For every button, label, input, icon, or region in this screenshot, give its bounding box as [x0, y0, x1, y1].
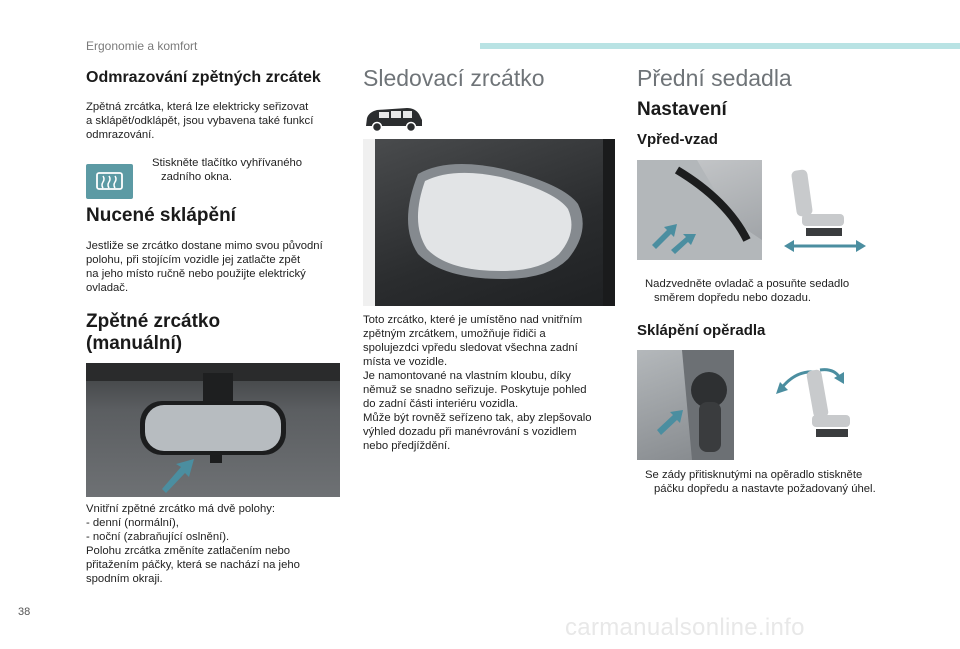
- recline-lever-photo: [637, 350, 734, 460]
- rear-view-mirror-photo: [86, 363, 340, 497]
- header-accent-bar: [480, 43, 960, 49]
- defrost-heading: Odmrazování zpětných zrcátek: [86, 69, 321, 86]
- surveillance-mirror-text: Toto zrcátko, které je umístěno nad vnitřním zpětným zrcátkem, umožňuje řidiči a spolujezdci vpředu sledovat všechna zadní místa ve vozidle. Je namontované na vlastním kloubu, díky němuž se snadno seřizuje. Poskytuje pohled do zadní části interiéru vozidla. Může být rovněž seřízeno tak, aby zlepšovalo výhled dozadu při manévrování s vozidlem nebo předjíždění.: [363, 314, 592, 452]
- surveillance-mirror-photo: [363, 139, 615, 306]
- manual-mirror-text: Vnitřní zpětné zrcátko má dvě polohy: - denní (normální), - noční (zabraňující oslnění). Polohu zrcátka změníte zatlačením nebo přitažením páčky, která se nachází na jeho spodním okraji.: [86, 503, 300, 585]
- rear-defrost-icon: [86, 164, 133, 199]
- page-number: 38: [18, 606, 31, 618]
- fold-heading: Nucené sklápění: [86, 205, 236, 226]
- seat-slide-diagram: [782, 166, 868, 258]
- forward-back-heading: Vpřed-vzad: [637, 131, 718, 148]
- watermark: carmanualsonline.info: [565, 614, 805, 641]
- adjustment-heading: Nastavení: [637, 99, 727, 120]
- vehicle-silhouette-icon: [363, 104, 425, 134]
- seat-recline-diagram: [770, 360, 860, 460]
- manual-mirror-heading: Zpětné zrcátko (manuální): [86, 311, 221, 354]
- defrost-bullet: Stiskněte tlačítko vyhřívaného zadního okna.: [152, 157, 303, 183]
- surveillance-mirror-heading: Sledovací zrcátko: [363, 65, 545, 91]
- fold-text: Jestliže se zrcátko dostane mimo svou původní polohu, při stojícím vozidle jej zatlačte zpět na jeho místo ručně nebo použijte elektrický ovladač.: [86, 240, 323, 294]
- seat-lever-photo: [637, 160, 762, 260]
- defrost-text: Zpětná zrcátka, která lze elektricky seřizovat a sklápět/odklápět, jsou vybavena také funkcí odmrazování.: [86, 101, 314, 141]
- forward-back-bullet: Nadzvedněte ovladač a posuňte sedadlo směrem dopředu nebo dozadu.: [645, 278, 850, 304]
- recline-heading: Sklápění opěradla: [637, 322, 766, 339]
- front-seats-heading: Přední sedadla: [637, 65, 792, 91]
- recline-bullet: Se zády přitisknutými na opěradlo stiskněte páčku dopředu a nastavte požadovaný úhel.: [645, 469, 876, 495]
- section-title: Ergonomie a komfort: [86, 39, 198, 53]
